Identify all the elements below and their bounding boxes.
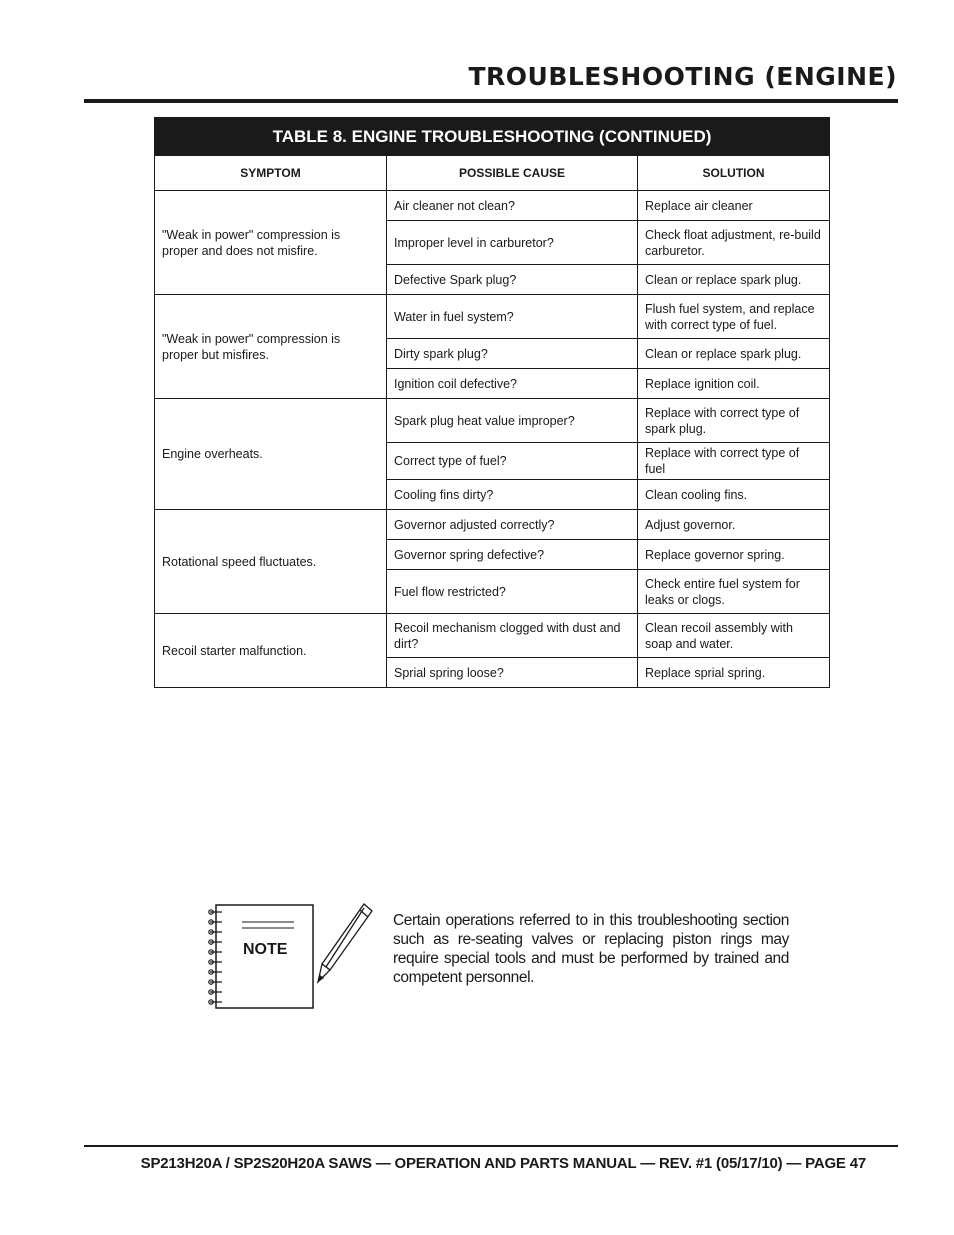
cause-cell: Ignition coil defective? bbox=[387, 369, 638, 399]
table-row bbox=[155, 399, 830, 443]
note-icon-label: NOTE bbox=[243, 941, 288, 958]
solution-cell: Check float adjustment, re-build carburetor. bbox=[638, 221, 830, 265]
solution-cell: Replace air cleaner bbox=[638, 191, 830, 221]
note-text: Certain operations referred to in this troubleshooting section such as re-seating valves or replacing piston rings may require special tools and must be performed by trained and competent personnel. bbox=[393, 912, 789, 986]
solution-cell: Replace governor spring. bbox=[638, 540, 830, 570]
symptom-cell: "Weak in power" compression is proper and does not misfire. bbox=[155, 191, 387, 295]
cause-cell: Sprial spring loose? bbox=[387, 658, 638, 688]
title-rule bbox=[84, 99, 898, 103]
footer-rule bbox=[84, 1145, 898, 1147]
solution-cell: Clean cooling fins. bbox=[638, 480, 830, 510]
symptom-cell: Engine overheats. bbox=[155, 399, 387, 510]
cause-cell: Spark plug heat value improper? bbox=[387, 399, 638, 443]
solution-cell: Clean recoil assembly with soap and water. bbox=[638, 614, 830, 658]
notebook-pencil-icon bbox=[206, 898, 386, 1013]
solution-cell: Replace ignition coil. bbox=[638, 369, 830, 399]
table-row bbox=[155, 295, 830, 339]
table-row bbox=[155, 191, 830, 221]
cause-cell: Dirty spark plug? bbox=[387, 339, 638, 369]
troubleshooting-table bbox=[154, 117, 830, 688]
solution-cell: Replace sprial spring. bbox=[638, 658, 830, 688]
cause-cell: Improper level in carburetor? bbox=[387, 221, 638, 265]
table-caption: TABLE 8. ENGINE TROUBLESHOOTING (CONTINUED) bbox=[155, 118, 830, 156]
table-row bbox=[155, 614, 830, 658]
symptom-cell: Rotational speed fluctuates. bbox=[155, 510, 387, 614]
column-header-symptom: SYMPTOM bbox=[155, 156, 387, 191]
cause-cell: Governor spring defective? bbox=[387, 540, 638, 570]
footer-text: SP213H20A / SP2S20H20A SAWS — OPERATION AND PARTS MANUAL — REV. #1 (05/17/10) — PAGE 47 bbox=[140, 1155, 866, 1172]
symptom-cell: Recoil starter malfunction. bbox=[155, 614, 387, 688]
solution-cell: Clean or replace spark plug. bbox=[638, 265, 830, 295]
cause-cell: Air cleaner not clean? bbox=[387, 191, 638, 221]
cause-cell: Recoil mechanism clogged with dust and dirt? bbox=[387, 614, 638, 658]
column-header-solution: SOLUTION bbox=[638, 156, 830, 191]
solution-cell: Replace with correct type of fuel bbox=[638, 443, 830, 480]
column-header-possible-cause: POSSIBLE CAUSE bbox=[387, 156, 638, 191]
solution-cell: Flush fuel system, and replace with correct type of fuel. bbox=[638, 295, 830, 339]
solution-cell: Clean or replace spark plug. bbox=[638, 339, 830, 369]
solution-cell: Replace with correct type of spark plug. bbox=[638, 399, 830, 443]
symptom-cell: "Weak in power" compression is proper but misfires. bbox=[155, 295, 387, 399]
cause-cell: Water in fuel system? bbox=[387, 295, 638, 339]
table-row bbox=[155, 510, 830, 540]
solution-cell: Adjust governor. bbox=[638, 510, 830, 540]
cause-cell: Defective Spark plug? bbox=[387, 265, 638, 295]
cause-cell: Correct type of fuel? bbox=[387, 443, 638, 480]
solution-cell: Check entire fuel system for leaks or clogs. bbox=[638, 570, 830, 614]
cause-cell: Cooling fins dirty? bbox=[387, 480, 638, 510]
cause-cell: Governor adjusted correctly? bbox=[387, 510, 638, 540]
page-title: TROUBLESHOOTING (ENGINE) bbox=[468, 62, 897, 91]
cause-cell: Fuel flow restricted? bbox=[387, 570, 638, 614]
